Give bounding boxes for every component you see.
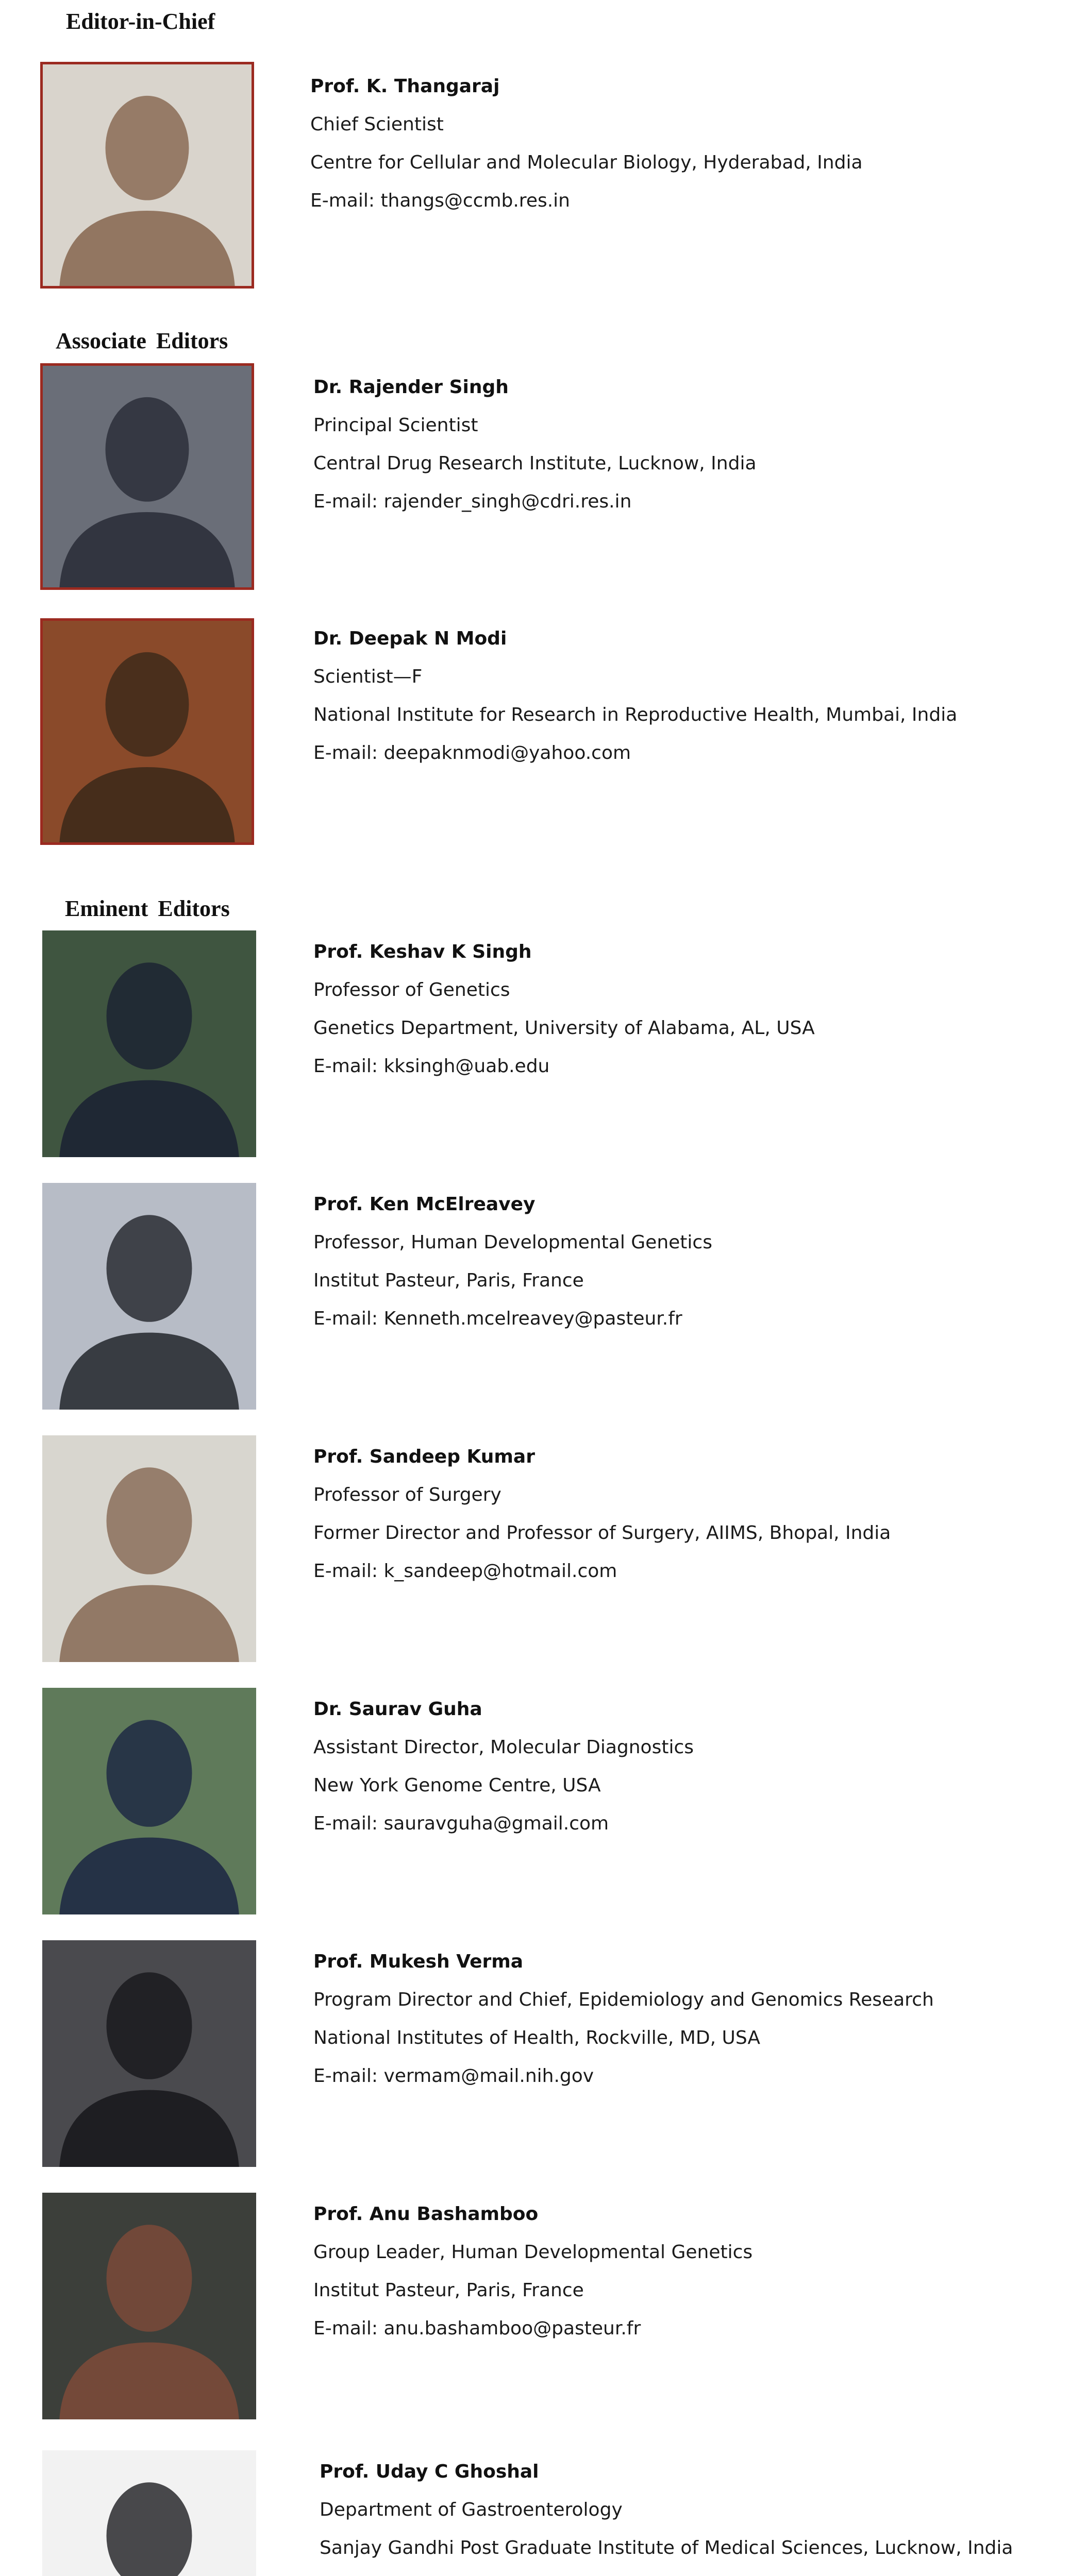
editor-photo [42, 1688, 256, 1914]
editor-info [313, 1195, 712, 1348]
editor-name: Prof. Ken McElreavey [313, 1194, 536, 1215]
portrait-icon [42, 1940, 256, 2167]
editor-photo [42, 1435, 256, 1662]
editor-title: Program Director and Chief, Epidemiology and Genomics Research [313, 1989, 934, 2010]
portrait-icon [43, 64, 252, 286]
editor-name: Prof. Sandeep Kumar [313, 1446, 535, 1467]
editor-name: Dr. Rajender Singh [313, 377, 509, 398]
editor-email: E-mail: anu.bashamboo@pasteur.fr [313, 2318, 641, 2339]
editor-title: Principal Scientist [313, 415, 478, 436]
editor-info [313, 2205, 752, 2358]
editor-info [313, 1448, 891, 1600]
editor-info [313, 1700, 694, 1853]
editor-affiliation: Sanjay Gandhi Post Graduate Institute of Medical Sciences, Lucknow, India [320, 2537, 1013, 2558]
editor-affiliation: National Institute for Research in Reproductive Health, Mumbai, India [313, 704, 958, 725]
portrait-icon [43, 366, 252, 587]
editor-email: E-mail: vermam@mail.nih.gov [313, 2065, 594, 2087]
editor-info [313, 630, 957, 782]
editor-title: Department of Gastroenterology [320, 2499, 623, 2520]
editor-title: Scientist—F [313, 666, 423, 687]
editor-name: Prof. Mukesh Verma [313, 1951, 524, 1972]
editor-photo [40, 618, 254, 845]
editor-affiliation: Central Drug Research Institute, Lucknow, India [313, 453, 757, 474]
portrait-icon [42, 1435, 256, 1662]
editor-title: Professor of Genetics [313, 979, 510, 1001]
portrait-icon [42, 1183, 256, 1410]
editor-name: Prof. K. Thangaraj [310, 76, 500, 97]
editor-photo [40, 363, 254, 590]
editor-title: Group Leader, Human Developmental Genetics [313, 2242, 753, 2263]
editor-email: E-mail: Kenneth.mcelreavey@pasteur.fr [313, 1308, 682, 1329]
editor-email: E-mail: thangs@ccmb.res.in [310, 190, 570, 211]
editor-affiliation: Former Director and Professor of Surgery, AIIMS, Bhopal, India [313, 1522, 891, 1544]
editor-title: Assistant Director, Molecular Diagnostics [313, 1737, 694, 1758]
editor-email: E-mail: k_sandeep@hotmail.com [313, 1561, 617, 1582]
editor-photo [42, 2450, 256, 2576]
editor-photo [40, 62, 254, 289]
portrait-icon [42, 2450, 256, 2576]
section-heading-eminent-editors: Eminent Editors [65, 896, 230, 921]
editor-name: Dr. Deepak N Modi [313, 628, 507, 649]
editor-name: Prof. Keshav K Singh [313, 941, 532, 962]
editor-title: Professor of Surgery [313, 1484, 501, 1505]
editor-affiliation: Centre for Cellular and Molecular Biology, Hyderabad, India [310, 152, 863, 173]
editor-photo [42, 2193, 256, 2419]
section-heading-associate-editors: Associate Editors [56, 328, 228, 353]
portrait-icon [42, 2193, 256, 2419]
editor-affiliation: New York Genome Centre, USA [313, 1775, 601, 1796]
portrait-icon [43, 621, 252, 842]
editor-info [313, 378, 757, 531]
editor-affiliation: Institut Pasteur, Paris, France [313, 2280, 584, 2301]
editor-photo [42, 1940, 256, 2167]
editor-affiliation: Genetics Department, University of Alabama, AL, USA [313, 1018, 815, 1039]
editor-photo [42, 930, 256, 1157]
editor-info [313, 943, 815, 1095]
editor-title: Chief Scientist [310, 114, 444, 135]
editor-email: E-mail: rajender_singh@cdri.res.in [313, 491, 632, 512]
editor-name: Prof. Uday C Ghoshal [320, 2461, 539, 2482]
editor-email: E-mail: kksingh@uab.edu [313, 1056, 550, 1077]
editor-name: Prof. Anu Bashamboo [313, 2204, 539, 2225]
editor-affiliation: National Institutes of Health, Rockville, MD, USA [313, 2027, 760, 2048]
portrait-icon [42, 1688, 256, 1914]
section-heading-editor-in-chief: Editor-in-Chief [66, 9, 215, 34]
portrait-icon [42, 930, 256, 1157]
editor-photo [42, 1183, 256, 1410]
editor-info [310, 77, 863, 230]
editor-info [313, 1953, 934, 2105]
editor-email: E-mail: sauravguha@gmail.com [313, 1813, 609, 1834]
editor-title: Professor, Human Developmental Genetics [313, 1232, 712, 1253]
editor-affiliation: Institut Pasteur, Paris, France [313, 1270, 584, 1291]
editor-info [320, 2463, 1013, 2576]
editor-email: E-mail: deepaknmodi@yahoo.com [313, 742, 631, 764]
editor-name: Dr. Saurav Guha [313, 1699, 482, 1720]
